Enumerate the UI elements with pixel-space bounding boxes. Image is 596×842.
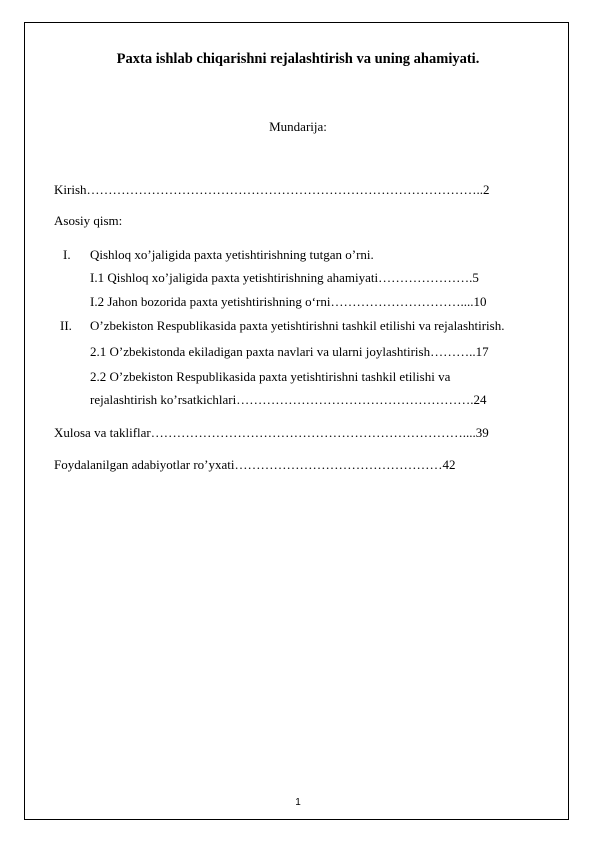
toc-entry-adabiyotlar: Foydalanilgan adabiyotlar ro’yxati…………………………………………42 — [54, 457, 456, 472]
toc-part-1-number: I. — [63, 247, 71, 262]
toc-entry-xulosa: Xulosa va takliflar………………………………………………………………....39 — [54, 425, 489, 440]
contents-heading: Mundarija: — [269, 119, 327, 134]
toc-entry-asosiy-qism: Asosiy qism: — [54, 213, 123, 228]
toc-entry-kirish: Kirish………………………………………………………………………………..2 — [54, 182, 490, 197]
page-border — [24, 22, 569, 820]
toc-entry-1-1: I.1 Qishloq xo’jaligida paxta yetishtirishning ahamiyati………………….5 — [90, 270, 479, 285]
toc-part-2-number: II. — [60, 318, 72, 333]
toc-entry-2-1: 2.1 O’zbekistonda ekiladigan paxta navlari va ularni joylashtirish………..17 — [90, 344, 489, 359]
toc-entry-1-2: I.2 Jahon bozorida paxta yetishtirishning o‘rni…………………………....10 — [90, 294, 487, 309]
toc-part-1-title: Qishloq xo’jaligida paxta yetishtirishning tutgan o’rni. — [90, 247, 374, 262]
document-title: Paxta ishlab chiqarishni rejalashtirish va uning ahamiyati. — [116, 51, 480, 67]
toc-entry-2-2-continued: rejalashtirish ko’rsatkichlari……………………………………………….24 — [90, 392, 487, 407]
toc-part-2-title: O’zbekiston Respublikasida paxta yetishtirishni tashkil etilishi va rejalashtirish. — [90, 318, 505, 333]
toc-entry-2-2: 2.2 O’zbekiston Respublikasida paxta yetishtirishni tashkil etilishi va — [90, 369, 451, 384]
page-number: 1 — [295, 797, 301, 808]
